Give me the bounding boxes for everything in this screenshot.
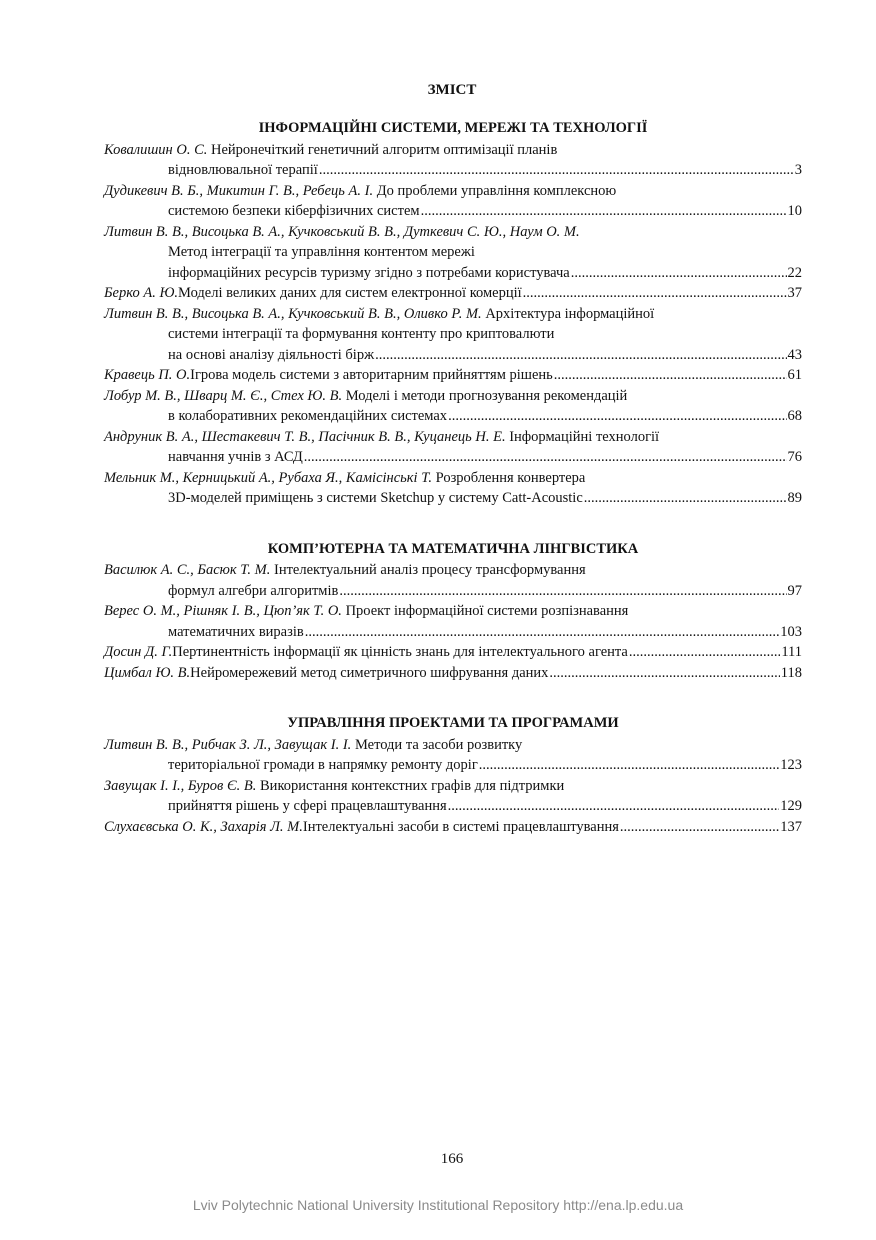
entry-last-line	[104, 642, 802, 663]
entry-title-text: Нейромережевий метод симетричного шифрування даних	[190, 664, 549, 681]
entry-line	[104, 776, 802, 797]
entry-authors: Литвин В. В., Рибчак З. Л., Завущак І. І.	[104, 736, 352, 753]
entry-page-number: 137	[780, 818, 802, 835]
entry-line	[104, 181, 802, 202]
page-number: 166	[440, 1151, 464, 1167]
entry-last-line	[104, 581, 802, 602]
entry-page-number: 76	[787, 449, 802, 465]
toc-entry	[104, 560, 802, 601]
entry-line	[104, 222, 802, 243]
entry-line	[104, 324, 802, 345]
entry-title-text: відновлювальної терапії	[168, 162, 318, 178]
entry-page-number: 68	[787, 408, 802, 424]
entry-title-text: Пертинентність інформації як цінність знань для інтелектуального агента	[172, 644, 628, 660]
entry-title-text: Інтелектуальний аналіз процесу трансформування	[274, 562, 586, 578]
entry-authors: Досин Д. Г.	[104, 644, 173, 660]
entry-authors: Верес О. М., Рішняк І. В., Цюп’як Т. О.	[104, 603, 342, 619]
toc-entry	[104, 735, 802, 776]
entry-title-text: в колаборативних рекомендаційних системах	[168, 408, 448, 424]
page-title: ЗМІСТ	[427, 82, 477, 98]
dot-leader	[319, 160, 794, 181]
entry-title-text: територіальної громади в напрямку ремонту доріг	[168, 757, 478, 773]
entry-title-text: інформаційних ресурсів туризму згідно з потребами користувача	[168, 264, 570, 281]
entry-title-text: Розроблення конвертера	[435, 469, 586, 486]
entry-title-text: До проблеми управління комплексною	[376, 182, 617, 199]
dot-leader	[549, 663, 779, 684]
toc-section	[104, 713, 802, 837]
toc-entry	[104, 304, 802, 366]
entry-last-line	[104, 755, 802, 776]
entry-page-number: 22	[787, 264, 802, 281]
toc-entry	[104, 386, 802, 427]
toc-entry	[104, 468, 802, 509]
entry-page-number: 10	[787, 203, 802, 219]
entry-last-line	[104, 263, 802, 284]
entry-title-text: системи інтеграції та формування контенту про криптовалюти	[168, 326, 555, 342]
entry-title-text: навчання учнів з АСД	[168, 449, 303, 465]
dot-leader	[421, 201, 787, 222]
entry-line	[104, 601, 802, 622]
table-of-contents	[104, 118, 802, 867]
entry-page-number: 129	[780, 798, 802, 814]
dot-leader	[479, 755, 779, 776]
entry-page-number: 111	[781, 644, 802, 660]
dot-leader	[571, 263, 787, 284]
entry-last-line	[104, 622, 802, 643]
dot-leader	[620, 817, 779, 838]
toc-entry	[104, 817, 802, 838]
entry-title-text: Архітектура інформаційної	[485, 305, 655, 322]
dot-leader	[584, 488, 787, 509]
entry-line	[104, 304, 802, 325]
entry-last-line	[104, 365, 802, 386]
toc-entry	[104, 601, 802, 642]
entry-page-number: 123	[780, 757, 802, 773]
entry-authors: Слухаєвська О. К., Захарія Л. М.	[104, 818, 303, 835]
entry-line	[104, 560, 802, 581]
entry-authors: Кравець П. О.	[104, 367, 191, 383]
dot-leader	[523, 283, 787, 304]
entry-page-number: 89	[787, 490, 802, 506]
entry-last-line	[104, 796, 802, 817]
entry-last-line	[104, 345, 802, 366]
entry-last-line	[104, 663, 802, 684]
entry-authors: Берко А. Ю.	[104, 285, 179, 301]
entry-authors: Литвин В. В., Висоцька В. А., Кучковський В. В., Дуткевич С. Ю., Наум О. М.	[104, 223, 580, 240]
section-title: ІНФОРМАЦІЙНІ СИСТЕМИ, МЕРЕЖІ ТА ТЕХНОЛОГІЇ	[258, 120, 648, 136]
entry-last-line	[104, 817, 802, 838]
entry-title-text: Методи та засоби розвитку	[354, 736, 523, 753]
entry-line	[104, 735, 802, 756]
entry-authors: Дудикевич В. Б., Микитин Г. В., Ребець А. І.	[104, 182, 374, 199]
entry-authors: Завущак І. І., Буров Є. В.	[104, 777, 257, 794]
entry-authors: Василюк А. С., Басюк Т. М.	[104, 562, 271, 578]
entry-title-text: Моделі великих даних для систем електронної комерції	[178, 285, 522, 301]
entry-last-line	[104, 488, 802, 509]
entry-authors: Ковалишин О. С.	[104, 141, 208, 158]
toc-entry	[104, 181, 802, 222]
toc-entry	[104, 365, 802, 386]
entry-authors: Мельник М., Керницький А., Рубаха Я., Камісінські Т.	[104, 469, 432, 486]
entry-title-text: Використання контекстних графів для підтримки	[260, 777, 565, 794]
entry-line	[104, 242, 802, 263]
entry-line	[104, 140, 802, 161]
entry-page-number: 103	[780, 623, 802, 640]
toc-entry	[104, 222, 802, 284]
entry-title-text: прийняття рішень у сфері працевлаштування	[168, 798, 447, 814]
dot-leader	[554, 365, 787, 386]
entry-authors: Лобур М. В., Шварц М. Є., Стех Ю. В.	[104, 387, 343, 404]
entry-authors: Андруник В. А., Шестакевич Т. В., Пасічник В. В., Куцанець Н. Е.	[104, 428, 506, 445]
entry-title-text: Інформаційні технології	[509, 428, 660, 445]
repository-watermark: Lviv Polytechnic National University Institutional Repository http://ena.lp.edu.ua	[192, 1197, 684, 1213]
section-title: КОМП’ЮТЕРНА ТА МАТЕМАТИЧНА ЛІНГВІСТИКА	[267, 540, 639, 557]
entry-last-line	[104, 160, 802, 181]
entry-page-number: 61	[787, 367, 802, 383]
toc-entry	[104, 140, 802, 181]
entry-page-number: 37	[787, 285, 802, 301]
entry-line	[104, 468, 802, 489]
entry-last-line	[104, 201, 802, 222]
entry-page-number: 118	[780, 664, 802, 681]
dot-leader	[305, 622, 780, 643]
entry-last-line	[104, 406, 802, 427]
dot-leader	[448, 796, 780, 817]
entry-page-number: 43	[787, 346, 802, 363]
toc-entry	[104, 642, 802, 663]
entry-title-text: Метод інтеграції та управління контентом мережі	[168, 244, 475, 260]
dot-leader	[339, 581, 786, 602]
toc-entry	[104, 663, 802, 684]
entry-last-line	[104, 447, 802, 468]
dot-leader	[629, 642, 780, 663]
entry-authors: Литвин В. В., Висоцька В. А., Кучковський В. В., Оливко Р. М.	[104, 305, 482, 322]
toc-section	[104, 539, 802, 684]
dot-leader	[375, 345, 786, 366]
entry-title-text: Інтелектуальні засоби в системі працевлаштування	[302, 818, 619, 835]
entry-title-text: математичних виразів	[168, 623, 304, 640]
dot-leader	[448, 406, 786, 427]
entry-title-text: на основі аналізу діяльності бірж	[168, 346, 375, 363]
toc-entry	[104, 283, 802, 304]
toc-entry	[104, 776, 802, 817]
entry-line	[104, 427, 802, 448]
entry-line	[104, 386, 802, 407]
entry-title-text: Нейронечіткий генетичний алгоритм оптимізації планів	[211, 141, 558, 158]
entry-page-number: 3	[794, 162, 802, 178]
entry-title-text: Ігрова модель системи з авторитарним прийняттям рішень	[190, 367, 553, 383]
dot-leader	[304, 447, 787, 468]
entry-title-text: системою безпеки кіберфізичних систем	[168, 203, 420, 219]
toc-section	[104, 118, 802, 509]
toc-entry	[104, 427, 802, 468]
entry-title-text: формул алгебри алгоритмів	[168, 582, 339, 599]
entry-authors: Цимбал Ю. В.	[104, 664, 191, 681]
entry-page-number: 97	[787, 582, 802, 599]
entry-title-text: Моделі і методи прогнозування рекомендацій	[345, 387, 628, 404]
entry-title-text: 3D-моделей приміщень з системи Sketchup у систему Catt-Acoustic	[168, 490, 583, 506]
entry-title-text: Проект інформаційної системи розпізнавання	[345, 603, 629, 619]
entry-last-line	[104, 283, 802, 304]
section-title: УПРАВЛІННЯ ПРОЕКТАМИ ТА ПРОГРАМАМИ	[287, 715, 619, 731]
